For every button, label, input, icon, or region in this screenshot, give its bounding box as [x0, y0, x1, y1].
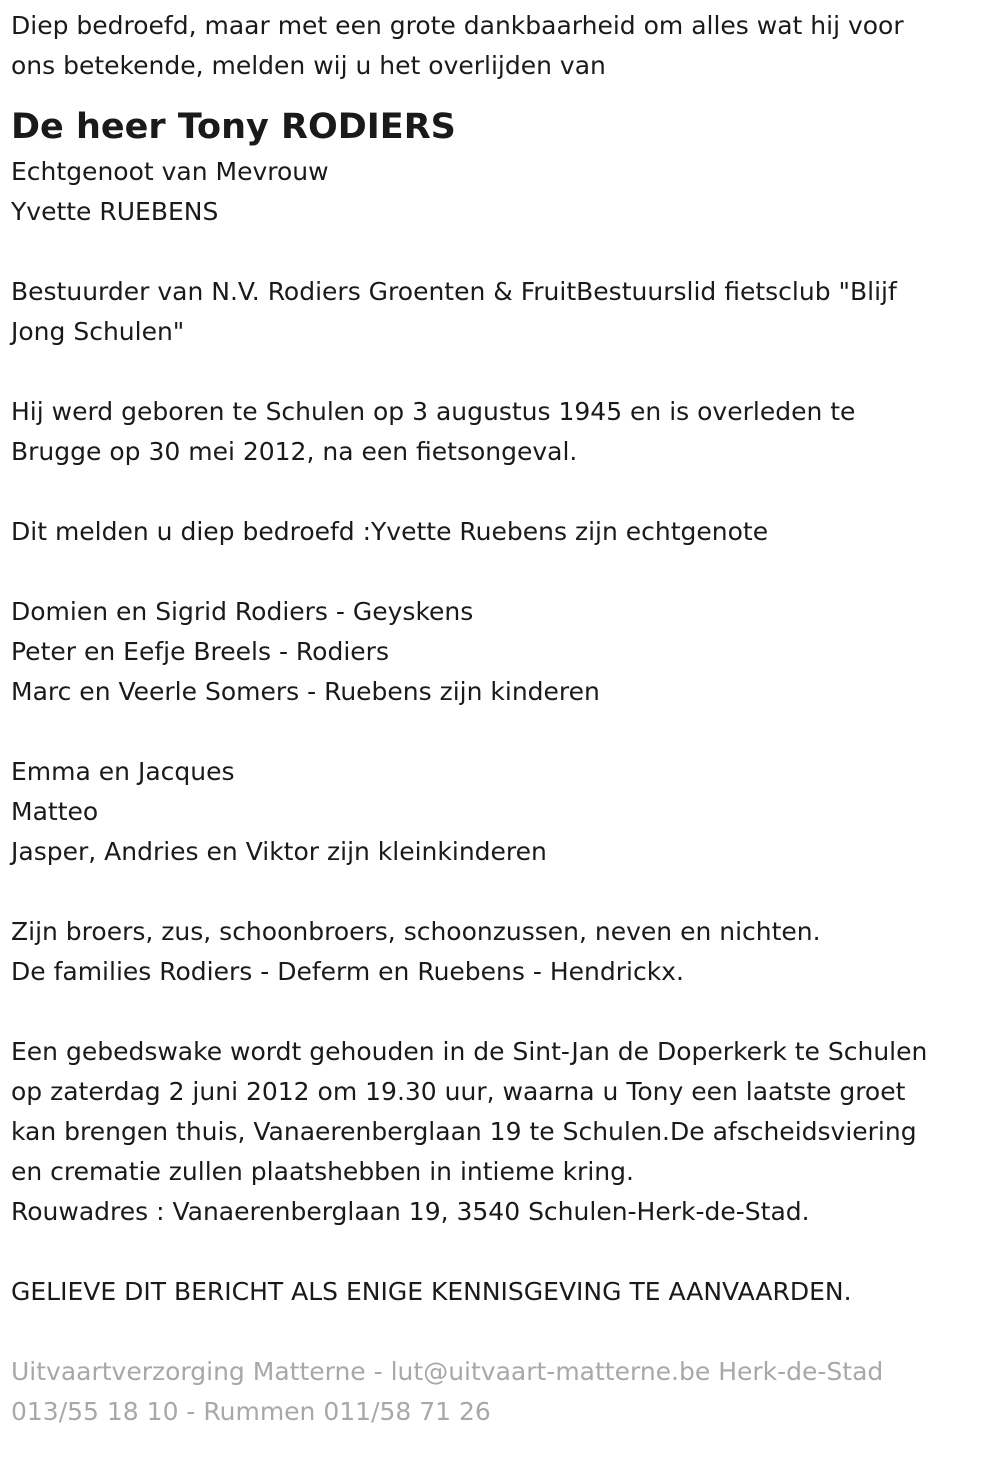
- birth-death-line-1: Hij werd geboren te Schulen op 3 augustus 1945 en is overleden te: [11, 397, 856, 426]
- spacer: [11, 992, 990, 1032]
- children-line-1: Domien en Sigrid Rodiers - Geyskens: [11, 597, 474, 626]
- intro-line-1: Diep bedroefd, maar met een grote dankbaarheid om alles wat hij voor: [11, 11, 904, 40]
- birth-death-line-2: Brugge op 30 mei 2012, na een fietsongeval.: [11, 437, 578, 466]
- spacer: [11, 872, 990, 912]
- spacer: [11, 472, 990, 512]
- announced-by: Dit melden u diep bedroefd :Yvette Ruebens zijn echtgenote: [11, 517, 769, 546]
- ceremony-line-4: en crematie zullen plaatshebben in intieme kring.: [11, 1157, 634, 1186]
- family-line-1: Zijn broers, zus, schoonbroers, schoonzussen, neven en nichten.: [11, 917, 821, 946]
- roles-line-2: Jong Schulen": [11, 317, 185, 346]
- grandchildren-line-2: Matteo: [11, 797, 99, 826]
- roles-line-1: Bestuurder van N.V. Rodiers Groenten & FruitBestuurslid fietsclub "Blijf: [11, 277, 897, 306]
- spacer: [11, 1232, 990, 1272]
- intro-line-2: ons betekende, melden wij u het overlijden van: [11, 51, 606, 80]
- notice-request: GELIEVE DIT BERICHT ALS ENIGE KENNISGEVING TE AANVAARDEN.: [11, 1277, 852, 1306]
- grandchildren-line-3: Jasper, Andries en Viktor zijn kleinkinderen: [11, 837, 547, 866]
- family-line-2: De families Rodiers - Deferm en Ruebens - Hendrickx.: [11, 957, 684, 986]
- ceremony-line-3: kan brengen thuis, Vanaerenberglaan 19 te Schulen.De afscheidsviering: [11, 1117, 917, 1146]
- spouse-line-2: Yvette RUEBENS: [11, 197, 219, 226]
- children-line-3: Marc en Veerle Somers - Ruebens zijn kinderen: [11, 677, 600, 706]
- children-line-2: Peter en Eefje Breels - Rodiers: [11, 637, 389, 666]
- spacer: [11, 1312, 990, 1352]
- deceased-name: De heer Tony RODIERS: [11, 107, 456, 147]
- ceremony-line-1: Een gebedswake wordt gehouden in de Sint-Jan de Doperkerk te Schulen: [11, 1037, 928, 1066]
- spouse-line-1: Echtgenoot van Mevrouw: [11, 157, 329, 186]
- spacer: [11, 712, 990, 752]
- ceremony-line-2: op zaterdag 2 juni 2012 om 19.30 uur, waarna u Tony een laatste groet: [11, 1077, 906, 1106]
- spacer: [11, 232, 990, 272]
- grandchildren-line-1: Emma en Jacques: [11, 757, 235, 786]
- mourning-address: Rouwadres : Vanaerenberglaan 19, 3540 Schulen-Herk-de-Stad.: [11, 1197, 810, 1226]
- funeral-home-line-2: 013/55 18 10 - Rummen 011/58 71 26: [11, 1397, 491, 1426]
- funeral-home-line-1: Uitvaartverzorging Matterne - lut@uitvaart-matterne.be Herk-de-Stad: [11, 1357, 884, 1386]
- spacer: [11, 552, 990, 592]
- spacer: [11, 352, 990, 392]
